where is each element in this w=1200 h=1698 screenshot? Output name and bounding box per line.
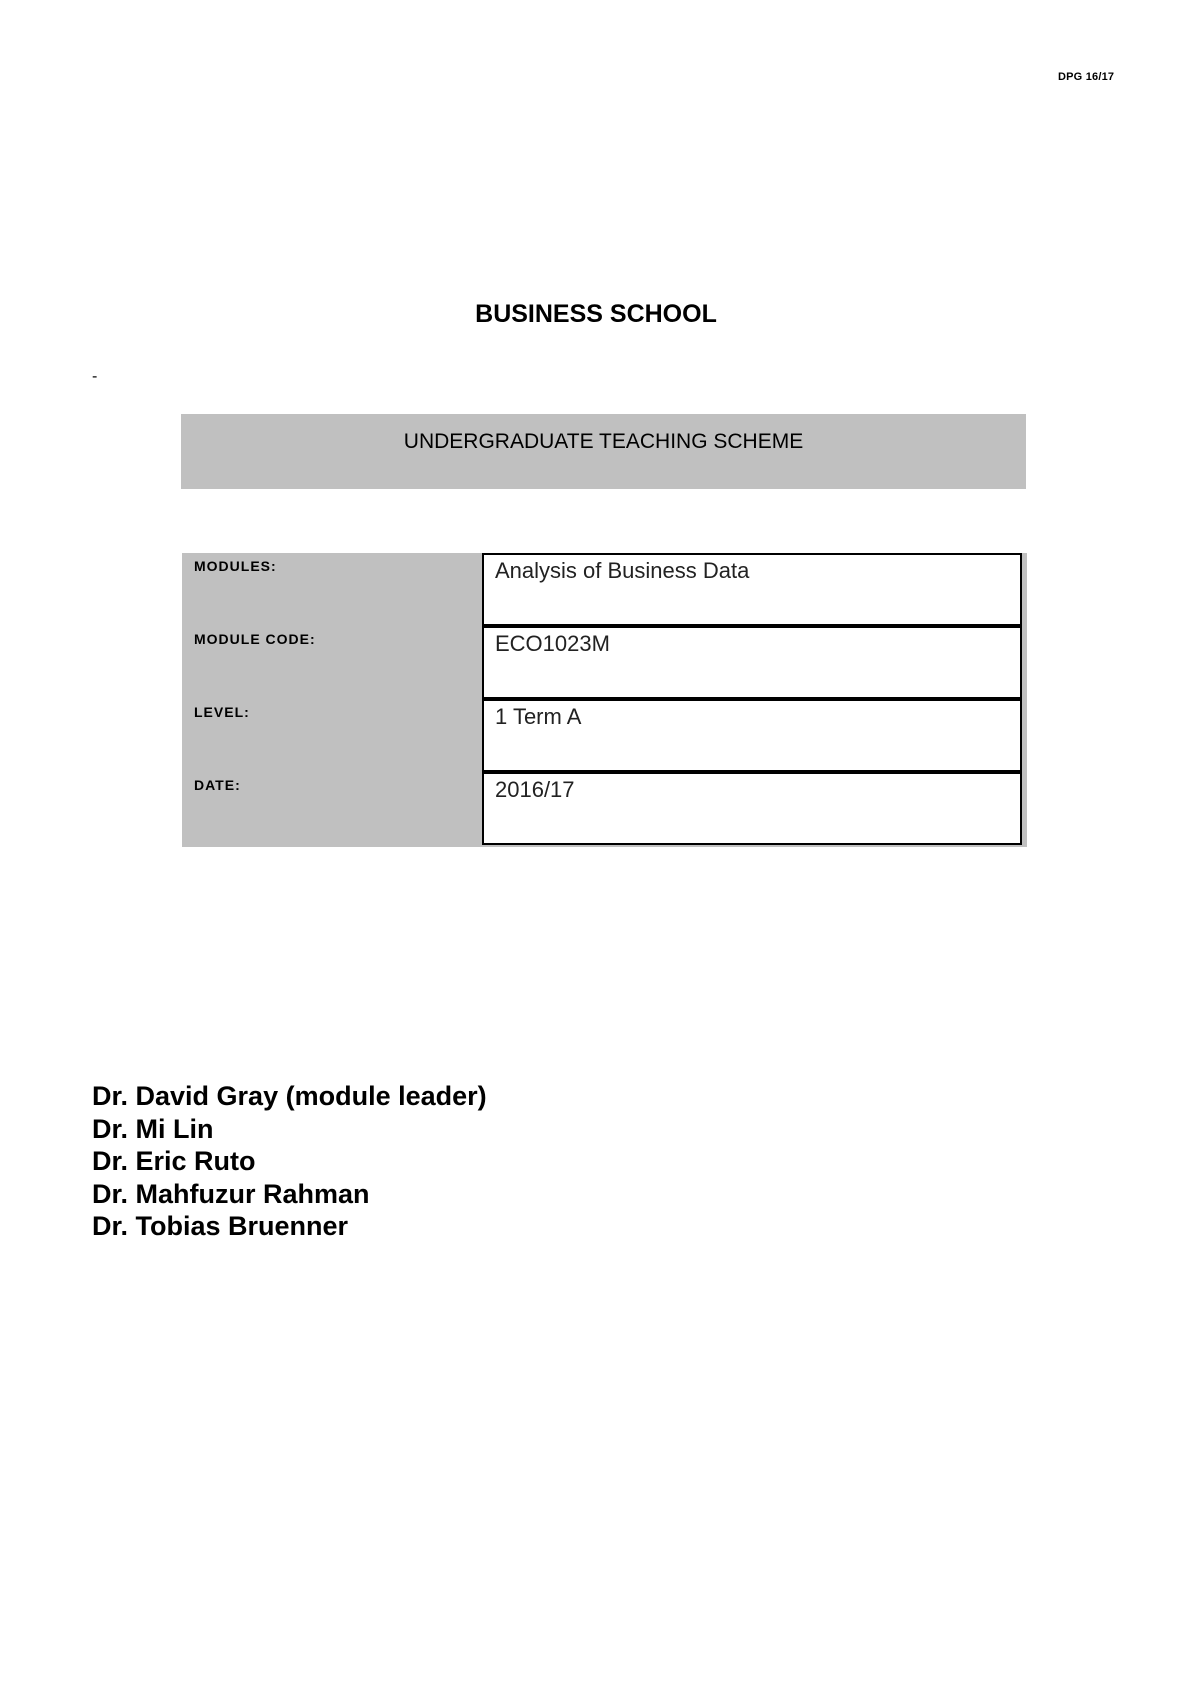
staff-name: Dr. Eric Ruto (92, 1146, 256, 1176)
staff-name: Dr. Mahfuzur Rahman (92, 1178, 370, 1209)
scheme-banner (181, 414, 1026, 489)
staff-name: Dr. David Gray (module leader) (92, 1081, 487, 1111)
stray-dash: - (92, 368, 98, 385)
module-info-value-box (482, 699, 1022, 772)
module-info-value: 1 Term A (495, 704, 582, 729)
staff-list (92, 1080, 487, 1243)
module-info-row-date (182, 772, 1027, 845)
document-reference: DPG 16/17 (1058, 71, 1115, 83)
staff-name: Dr. Tobias Bruenner (92, 1211, 349, 1241)
module-info-label: MODULE CODE: (194, 631, 316, 647)
scheme-banner-title: UNDERGRADUATE TEACHING SCHEME (403, 430, 804, 453)
module-info-value: ECO1023M (495, 631, 610, 656)
module-info-label: MODULES: (194, 558, 277, 574)
staff-name: Dr. Mi Lin (92, 1113, 214, 1144)
module-info-value: 2016/17 (495, 777, 575, 802)
module-info-table (182, 553, 1027, 847)
module-info-value-box (482, 626, 1022, 699)
page-title: BUSINESS SCHOOL (475, 300, 717, 328)
module-info-row-level (182, 699, 1027, 772)
module-info-row-modules (182, 553, 1027, 626)
module-info-value-box (482, 772, 1022, 845)
module-info-label: DATE: (194, 777, 241, 793)
module-info-row-code (182, 626, 1027, 699)
module-info-value-box (482, 553, 1022, 626)
module-info-label: LEVEL: (194, 704, 250, 720)
module-info-value: Analysis of Business Data (495, 558, 750, 583)
